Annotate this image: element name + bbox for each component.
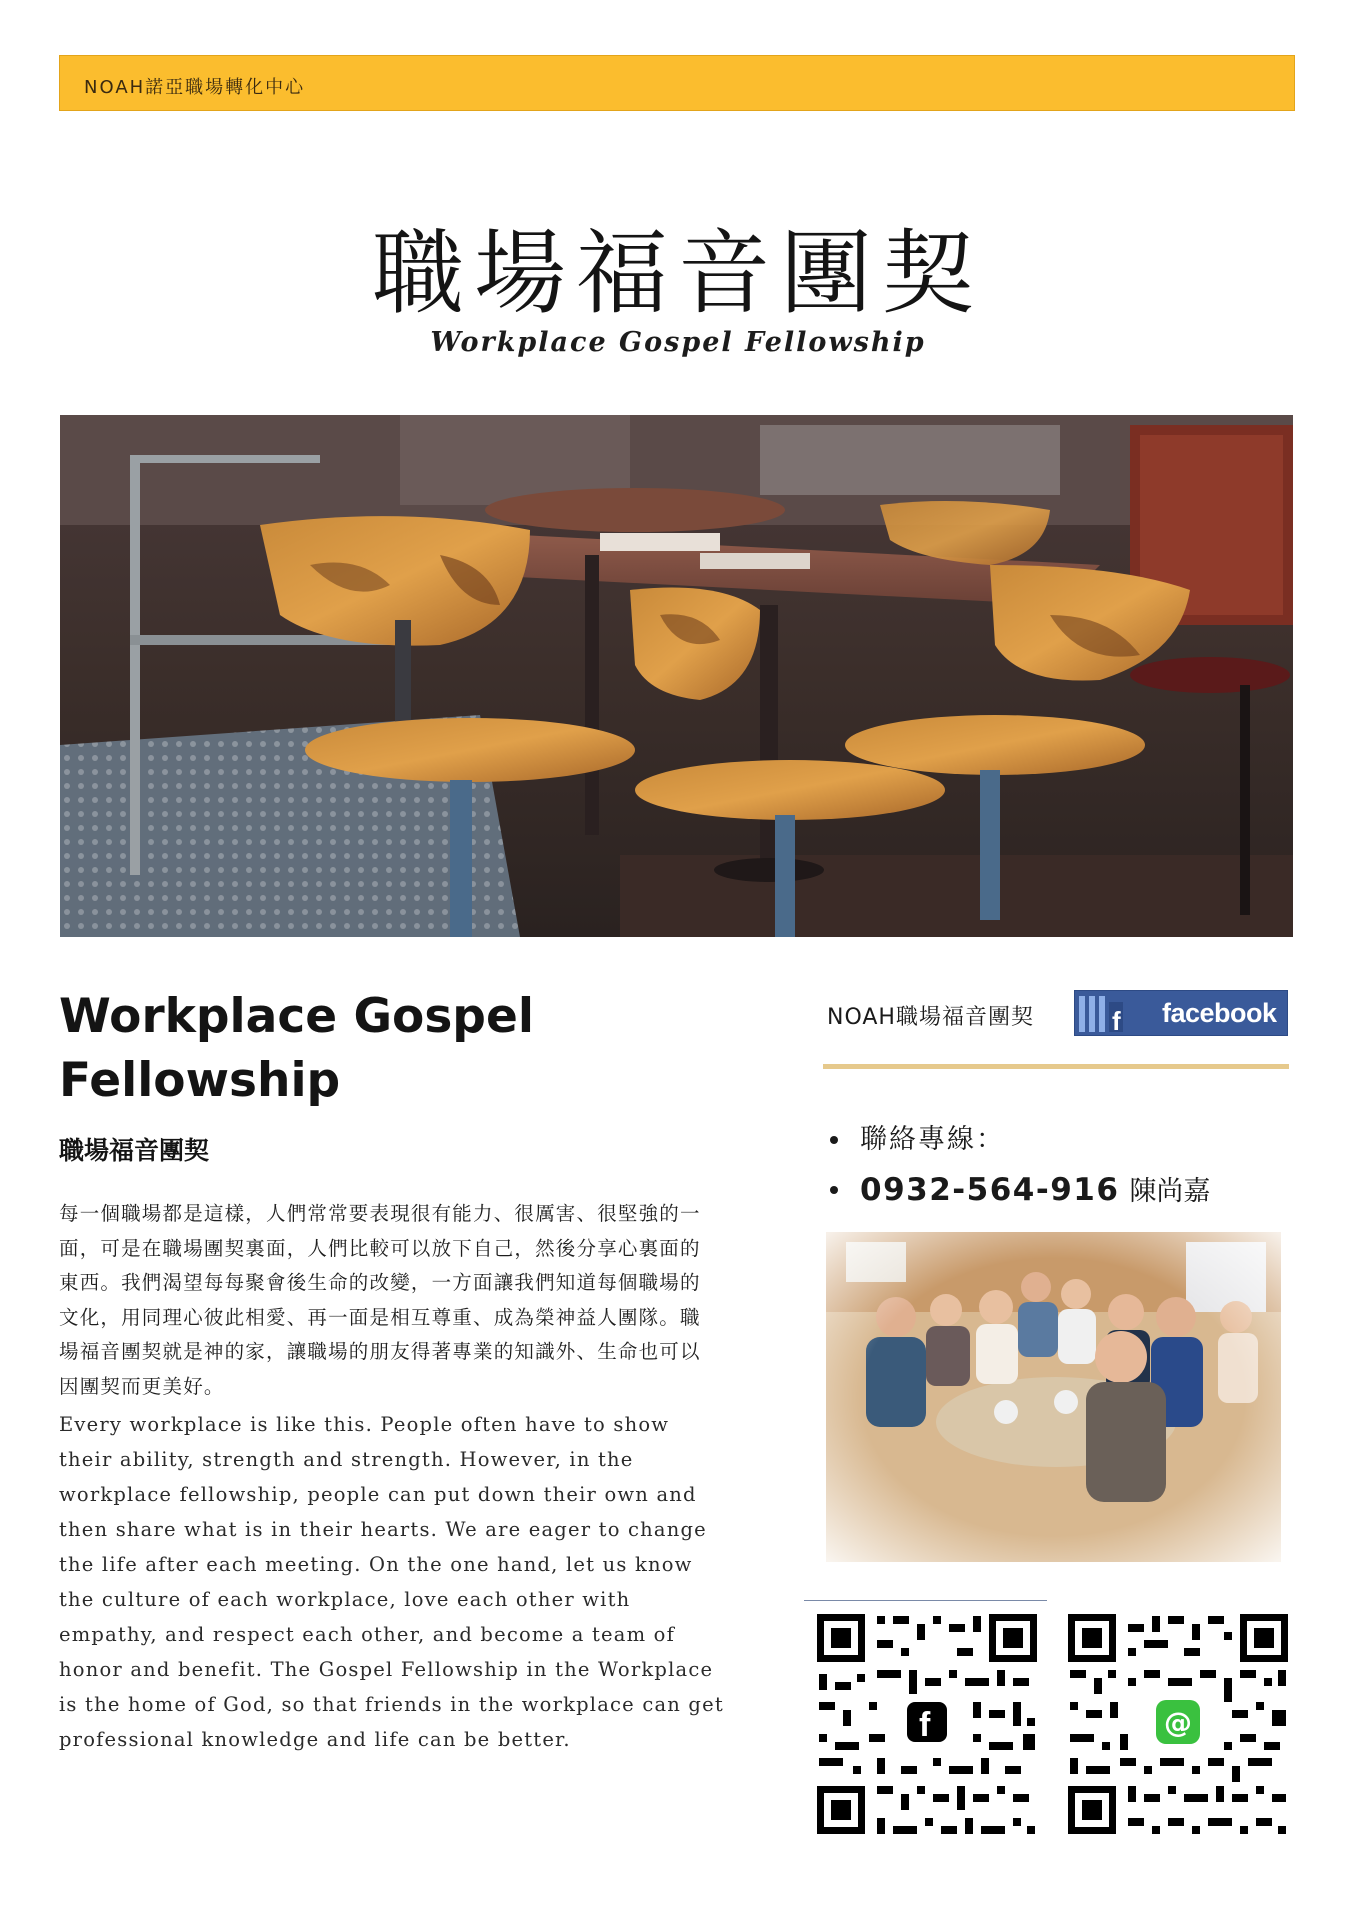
contact-list [830,1118,1210,1212]
org-banner [59,55,1295,111]
contact-phone-item [830,1168,1210,1212]
qr-pattern-facebook [813,1610,1041,1838]
hero-subtitle: Workplace Gospel Fellowship [430,327,926,358]
facebook-logo[interactable] [1074,990,1288,1036]
svg-text:f: f [1112,1006,1121,1032]
facebook-qr-code[interactable] [813,1610,1041,1838]
section-heading-line1: Workplace Gospel [59,989,534,1044]
org-label: NOAH諾亞職場轉化中心 [84,77,306,98]
group-photo [826,1232,1281,1562]
section-subheading: 職場福音團契 [59,1136,210,1165]
svg-text:f: f [919,1706,931,1744]
phone-number[interactable]: 0932-564-916 [860,1172,1120,1208]
hero-title: 職場福音團契 [371,220,984,327]
line-at-glyph: @ [1164,1706,1192,1739]
qr-pattern-line [1064,1610,1292,1838]
description-chinese: 每一個職場都是這樣，人們常常要表現很有能力、很厲害、很堅強的一面，可是在職場團契裏面，人們比較可以放下自己，然後分享心裏面的東西。我們渴望每每聚會後生命的改變，一方面讓我們知道每個職場的文化，用同理心彼此相愛、再一面是相互尊重、成為榮神益人團隊。職場福音團契就是神的家，讓職場的朋友得著專業的知識外、生命也可以因團契而更美好。 [59,1202,701,1398]
facebook-page-name: NOAH職場福音團契 [827,1005,1034,1030]
divider [823,1064,1289,1069]
contact-label: 聯絡專線： [830,1118,1210,1162]
section-heading-line2: Fellowship [59,1053,341,1108]
contact-name: 陳尚嘉 [1129,1176,1211,1207]
line-qr-code[interactable] [1064,1610,1292,1838]
description-english: Every workplace is like this. People often have to show their ability, strength and strength. However, in the workplace fellowship, people can put down their own and then share what is in their hearts. We are eager to change the life after each meeting. On the one hand, let us know the culture of each workplace, love each other with empathy, and respect each other, and become a team of honor and benefit. The Gospel Fellowship in the Workplace is the home of God, so that friends in the workplace can get professional knowledge and life can be better. [59,1413,724,1751]
facebook-icon [1079,996,1125,1032]
facebook-wordmark: facebook [1162,998,1277,1028]
section-heading [59,985,619,1113]
divider-qr [804,1600,1047,1601]
cafe-chairs-photo [60,415,1293,937]
